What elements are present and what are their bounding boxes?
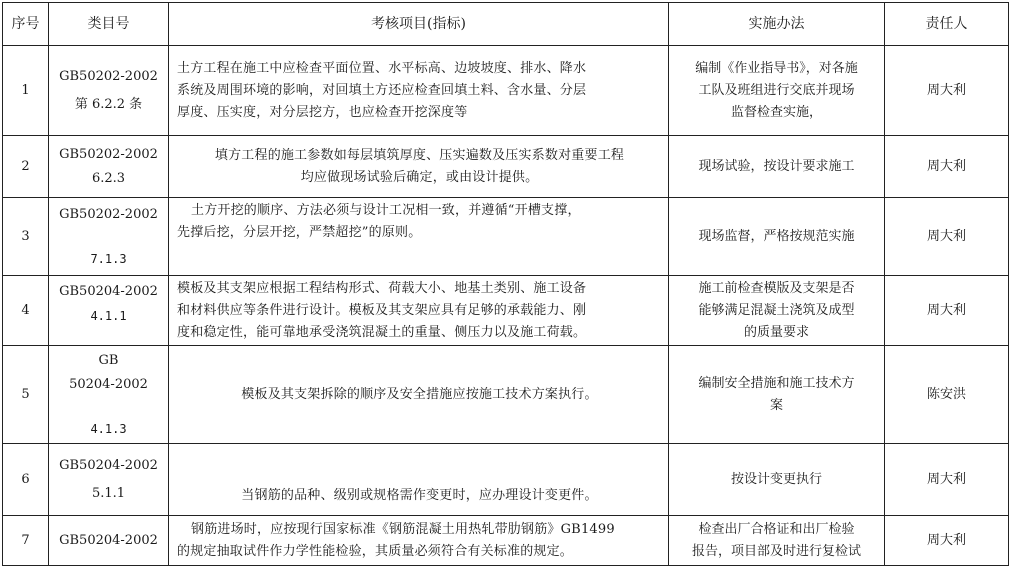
row-person: 陈安洪	[885, 346, 1009, 444]
table-row	[3, 198, 1009, 276]
row-category: GB50202-2002 7.1.3	[49, 198, 169, 276]
row-person: 周大利	[885, 46, 1009, 136]
header-row	[3, 3, 1009, 46]
table-row	[3, 516, 1009, 566]
table-row	[3, 46, 1009, 136]
row-method: 编制《作业指导书》，对各施 工队及班组进行交底并现场 监督检查实施，	[669, 46, 885, 136]
row-no: 6	[3, 444, 49, 516]
table-row	[3, 444, 1009, 516]
row-method: 现场监督，严格按规范实施	[669, 198, 885, 276]
row-category: GB50204-2002	[49, 516, 169, 566]
table-row	[3, 136, 1009, 198]
row-person: 周大利	[885, 516, 1009, 566]
row-category: GB50204-2002 5.1.1	[49, 444, 169, 516]
row-item: 钢筋进场时，应按现行国家标准《钢筋混凝土用热轧带肋钢筋》GB1499 的规定抽取试件作力学性能检验，其质量必须符合有关标准的规定。	[169, 516, 669, 566]
table-row	[3, 346, 1009, 444]
row-method: 按设计变更执行	[669, 444, 885, 516]
table-row	[3, 276, 1009, 346]
header-item: 考核项目(指标)	[169, 3, 669, 46]
row-method: 检查出厂合格证和出厂检验 报告，项目部及时进行复检试	[669, 516, 885, 566]
row-no: 7	[3, 516, 49, 566]
row-category: GB50204-2002 4.1.1	[49, 276, 169, 346]
row-item: 土方开挖的顺序、方法必须与设计工况相一致，并遵循“开槽支撑， 先撑后挖，分层开挖，严禁超挖”的原则。	[169, 198, 669, 276]
row-method: 编制安全措施和施工技术方 案	[669, 346, 885, 444]
row-no: 1	[3, 46, 49, 136]
row-no: 2	[3, 136, 49, 198]
row-no: 5	[3, 346, 49, 444]
row-item: 模板及其支架应根据工程结构形式、荷载大小、地基土类别、施工设备 和材料供应等条件进行设计。模板及其支架应具有足够的承载能力、刚 度和稳定性，能可靠地承受浇筑混凝土的重量、侧压力以及施工荷载。	[169, 276, 669, 346]
row-method: 施工前检查模版及支架是否 能够满足混凝土浇筑及成型 的质量要求	[669, 276, 885, 346]
row-person: 周大利	[885, 444, 1009, 516]
header-person: 责任人	[885, 3, 1009, 46]
row-no: 4	[3, 276, 49, 346]
row-category: GB 50204-2002 4.1.3	[49, 346, 169, 444]
inspection-table	[2, 2, 1009, 566]
row-person: 周大利	[885, 198, 1009, 276]
row-person: 周大利	[885, 136, 1009, 198]
header-category: 类目号	[49, 3, 169, 46]
row-item: 当钢筋的品种、级别或规格需作变更时，应办理设计变更件。	[169, 444, 669, 516]
row-item: 模板及其支架拆除的顺序及安全措施应按施工技术方案执行。	[169, 346, 669, 444]
row-category: GB50202-2002 6.2.3	[49, 136, 169, 198]
row-person: 周大利	[885, 276, 1009, 346]
row-item: 土方工程在施工中应检查平面位置、水平标高、边坡坡度、排水、降水 系统及周围环境的影响，对回填土方还应检查回填土料、含水量、分层 厚度、压实度，对分层挖方，也应检查开挖深度等	[169, 46, 669, 136]
header-no: 序号	[3, 3, 49, 46]
row-item: 填方工程的施工参数如每层填筑厚度、压实遍数及压实系数对重要工程 均应做现场试验后确定，或由设计提供。	[169, 136, 669, 198]
row-no: 3	[3, 198, 49, 276]
row-category: GB50202-2002 第 6.2.2 条	[49, 46, 169, 136]
header-method: 实施办法	[669, 3, 885, 46]
row-method: 现场试验，按设计要求施工	[669, 136, 885, 198]
